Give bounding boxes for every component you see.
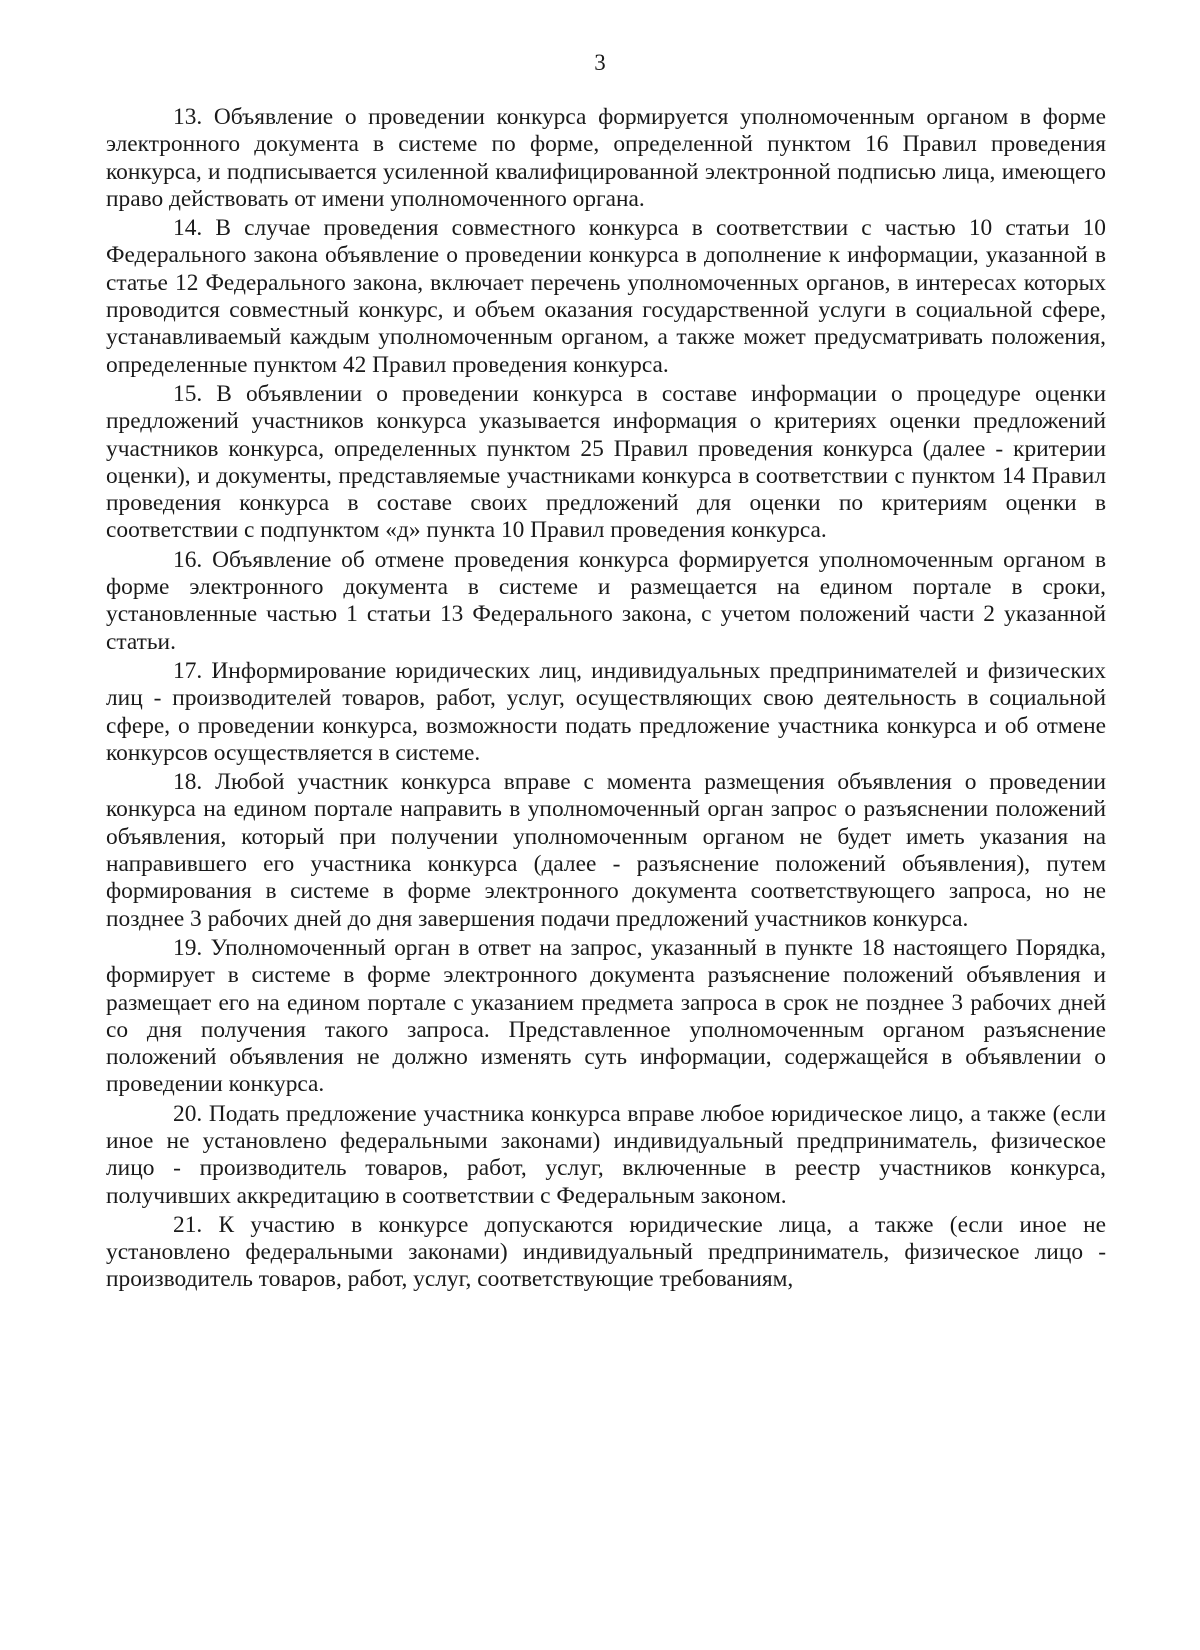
paragraph-17: 17. Информирование юридических лиц, индивидуальных предпринимателей и физических лиц - производителей товаров, работ, услуг, осуществляющих свою деятельность в социальной сфере, о проведении конкурса, возможности подать предложение участника конкурса и об отмене конкурсов осуществляется в системе. [106,657,1106,766]
paragraph-21: 21. К участию в конкурсе допускаются юридические лица, а также (если иное не установлено федеральными законами) индивидуальный предприниматель, физическое лицо - производитель товаров, работ, услуг, соответствующие требованиям, [106,1211,1106,1293]
paragraph-14: 14. В случае проведения совместного конкурса в соответствии с частью 10 статьи 10 Федерального закона объявление о проведении конкурса в дополнение к информации, указанной в статье 12 Федерального закона, включает перечень уполномоченных органов, в интересах которых проводится совместный конкурс, и объем оказания государственной услуги в социальной сфере, устанавливаемый каждым уполномоченным органом, а также может предусматривать положения, определенные пунктом 42 Правил проведения конкурса. [106,215,1106,378]
paragraph-13: 13. Объявление о проведении конкурса формируется уполномоченным органом в форме электронного документа в системе по форме, определенной пунктом 16 Правил проведения конкурса, и подписывается усиленной квалифицированной электронной подписью лица, имеющего право действовать от имени уполномоченного органа. [106,104,1106,212]
document-body [106,104,1106,1294]
paragraph-18: 18. Любой участник конкурса вправе с момента размещения объявления о проведении конкурса на едином портале направить в уполномоченный орган запрос о разъяснении положений объявления, который при получении уполномоченным органом не будет иметь указания на направившего его участника конкурса (далее - разъяснение положений объявления), путем формирования в системе в форме электронного документа соответствующего запроса, но не позднее 3 рабочих дней до дня завершения подачи предложений участников конкурса. [106,769,1106,932]
paragraph-16: 16. Объявление об отмене проведения конкурса формируется уполномоченным органом в форме электронного документа в системе и размещается на едином портале в сроки, установленные частью 1 статьи 13 Федерального закона, с учетом положений части 2 указанной статьи. [106,546,1106,655]
paragraph-15: 15. В объявлении о проведении конкурса в составе информации о процедуре оценки предложений участников конкурса указывается информация о критериях оценки предложений участников конкурса, определенных пунктом 25 Правил проведения конкурса (далее - критерии оценки), и документы, представляемые участниками конкурса в соответствии с пунктом 14 Правил проведения конкурса в составе своих предложений для оценки по критериям оценки в соответствии с подпунктом «д» пункта 10 Правил проведения конкурса. [106,380,1106,544]
page-number: 3 [594,50,606,75]
paragraph-20: 20. Подать предложение участника конкурса вправе любое юридическое лицо, а также (если иное не установлено федеральными законами) индивидуальный предприниматель, физическое лицо - производитель товаров, работ, услуг, включенные в реестр участников конкурса, получивших аккредитацию в соответствии с Федеральным законом. [106,1100,1106,1209]
paragraph-19: 19. Уполномоченный орган в ответ на запрос, указанный в пункте 18 настоящего Порядка, формирует в системе в форме электронного документа разъяснение положений объявления и размещает его на едином портале с указанием предмета запроса в срок не позднее 3 рабочих дней со дня получения такого запроса. Представленное уполномоченным органом разъяснение положений объявления не должно изменять суть информации, содержащейся в объявлении о проведении конкурса. [106,934,1106,1098]
